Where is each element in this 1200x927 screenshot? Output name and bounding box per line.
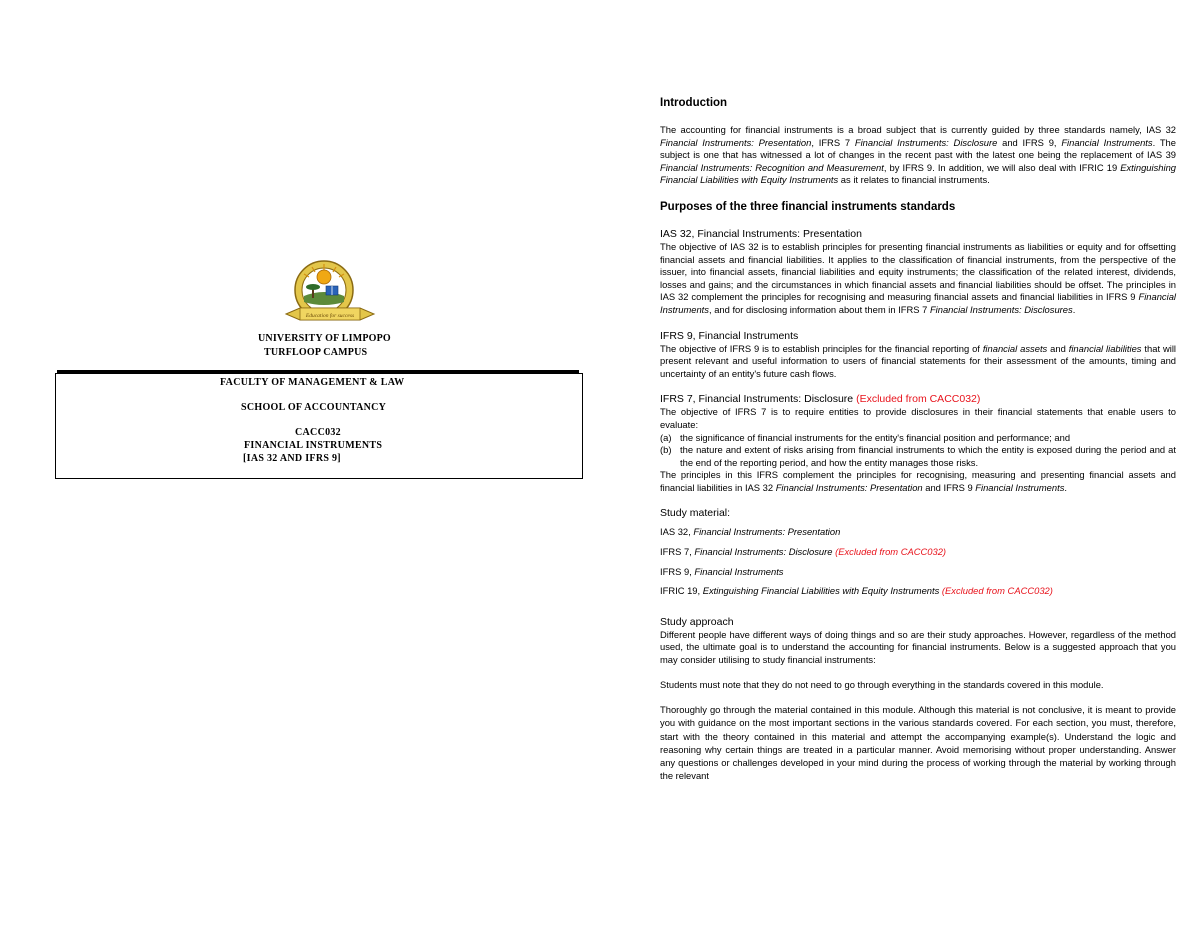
study-material-item: IFRIC 19, Extinguishing Financial Liabilities with Equity Instruments (Excluded from CACC032) <box>660 585 1053 597</box>
university-name: UNIVERSITY OF LIMPOPO <box>258 333 391 344</box>
list-item: (a) the significance of financial instruments for the entity's financial position and performance; and <box>660 431 1071 443</box>
ifrs7-heading: IFRS 7, Financial Instruments: Disclosure (Excluded from CACC032) <box>660 393 981 406</box>
study-approach-heading: Study approach <box>660 615 734 628</box>
ias32-paragraph: The objective of IAS 32 is to establish principles for presenting financial instruments as liabilities or equity and for offsetting financial assets and financial liabilities. It applies to the classification of financial instruments, from the perspective of the issuer, into financial assets, financial liabilities and equity instruments; the classification of the related interest, dividends, losses and gains; and the circumstances in which financial assets and financial liabilities should be offset. The principles in IAS 32 complement the principles for recognising and measuring financial assets and financial liabilities in IFRS 9 Financial Instruments, and for disclosing information about them in IFRS 7 Financial Instruments: Disclosures. <box>660 240 1176 315</box>
ifrs7-closing: The principles in this IFRS complement the principles for recognising, measuring and presenting financial assets and financial liabilities in IAS 32 Financial Instruments: Presentation and IFRS 9 Financial Instruments. <box>660 469 1176 493</box>
school-name: SCHOOL OF ACCOUNTANCY <box>241 402 387 413</box>
study-material-item: IAS 32, Financial Instruments: Presentation <box>660 526 841 538</box>
faculty-name: FACULTY OF MANAGEMENT & LAW <box>220 377 405 388</box>
module-subtitle: [IAS 32 AND IFRS 9] <box>243 453 341 464</box>
ias32-heading: IAS 32, Financial Instruments: Presentation <box>660 227 862 240</box>
ifrs7-intro: The objective of IFRS 7 is to require entities to provide disclosures in their financial statements that enable users to evaluate: <box>660 406 1176 430</box>
excluded-note: (Excluded from CACC032) <box>835 546 947 558</box>
ifrs9-paragraph: The objective of IFRS 9 is to establish principles for the financial reporting of financial assets and financial liabilities that will present relevant and useful information to users of financial statements for their assessment of the amounts, timing and uncertainty of an entity's future cash flows. <box>660 342 1176 379</box>
study-material-heading: Study material: <box>660 507 731 520</box>
intro-heading: Introduction <box>660 97 728 109</box>
ifrs9-heading: IFRS 9, Financial Instruments <box>660 329 799 342</box>
university-logo <box>282 258 378 326</box>
excluded-note: (Excluded from CACC032) <box>941 585 1053 597</box>
campus-name: TURFLOOP CAMPUS <box>264 347 368 358</box>
study-approach-paragraph: Different people have different ways of doing things and so are their study approaches. However, regardless of the method used, the ultimate goal is to understand the accounting for financial instruments. Below is a suggested approach that you may consider utilising to study financial instruments: <box>660 628 1176 666</box>
module-code: CACC032 <box>295 427 341 438</box>
svg-text:Education for success: Education for success <box>305 313 355 319</box>
study-material-item: IFRS 7, Financial Instruments: Disclosure (Excluded from CACC032) <box>660 546 947 558</box>
excluded-note: (Excluded from CACC032) <box>856 393 981 406</box>
purposes-heading: Purposes of the three financial instruments standards <box>660 200 956 213</box>
study-approach-method: Thoroughly go through the material contained in this module. Although this material is not conclusive, it is meant to provide you with guidance on the most important sections in the various standards covered. For each section, you must, therefore, start with the theory contained in this material and attempt the accompanying example(s). Understand the logic and reasoning why certain things are treated in a particular manner. Avoid memorising without proper understanding. Answer any questions or challenges developed in your mind during the process of working through the material by working through the relevant <box>660 704 1176 782</box>
intro-paragraph: The accounting for financial instruments is a broad subject that is currently guided by three standards namely, IAS 32 Financial Instruments: Presentation, IFRS 7 Financial Instruments: Disclosure and IFRS 9, Financial Instruments. The subject is one that has witnessed a lot of changes in the recent past with the latest one being the replacement of IAS 39 Financial Instruments: Recognition and Measurement, by IFRS 9. In addition, we will also deal with IFRIC 19 Extinguishing Financial Liabilities with Equity Instruments as it relates to financial instruments. <box>660 124 1176 186</box>
list-item: (b) the nature and extent of risks arising from financial instruments to which the entity is exposed during the period and at the end of the reporting period, and how the entity manages those risks. <box>660 444 1176 468</box>
document-text-column <box>660 96 1176 782</box>
study-approach-note: Students must note that they do not need to go through everything in the standards covered in this module. <box>660 678 1104 690</box>
module-title: FINANCIAL INSTRUMENTS <box>244 440 383 451</box>
study-material-item: IFRS 9, Financial Instruments <box>660 565 784 577</box>
